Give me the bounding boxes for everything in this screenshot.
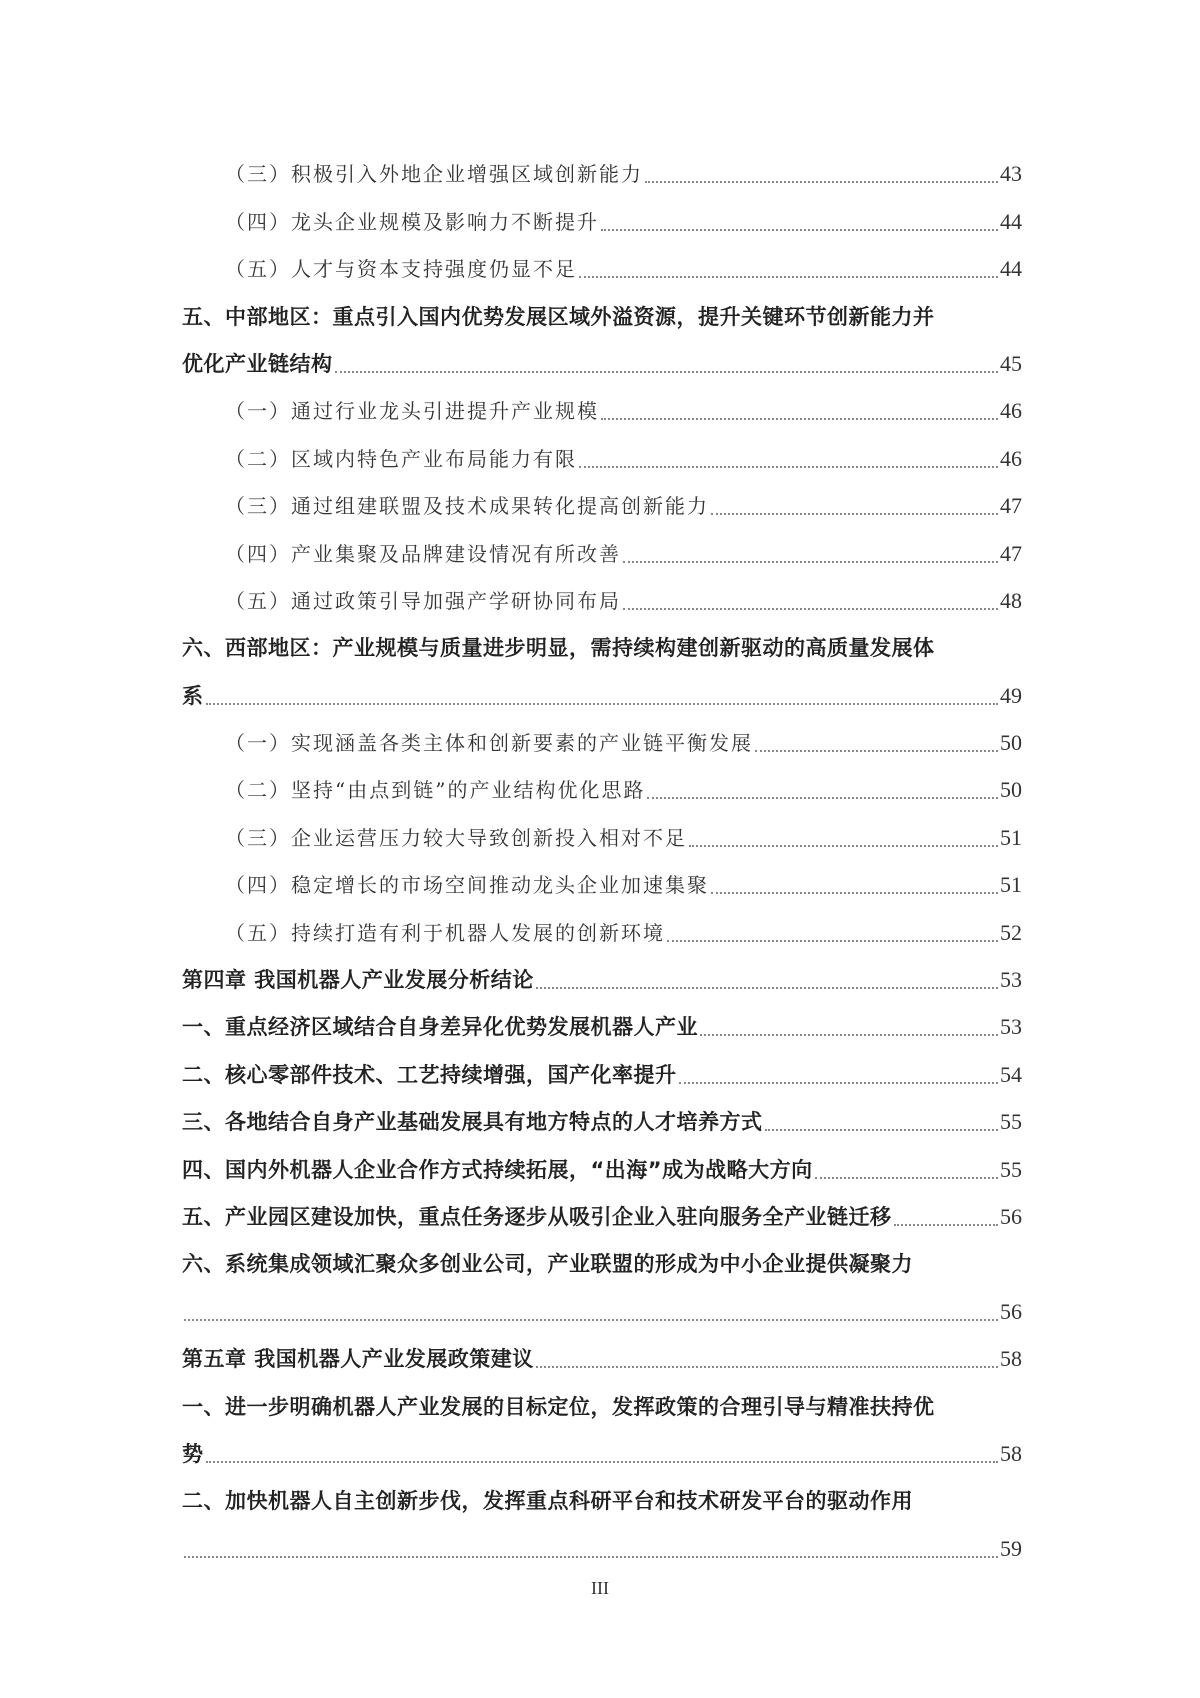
toc-entry-title: （四）龙头企业规模及影响力不断提升 — [225, 209, 599, 234]
toc-entry-title-line1[interactable] — [182, 288, 1022, 335]
toc-entry-page-number: 51 — [1000, 824, 1022, 850]
toc-entry[interactable] — [182, 857, 1022, 904]
toc-entry-title: 五、中部地区：重点引入国内优势发展区域外溢资源，提升关键环节创新能力并 — [182, 304, 935, 329]
toc-entry-title: （五）通过政策引导加强产学研协同布局 — [225, 588, 621, 613]
toc-entry[interactable] — [182, 952, 1022, 999]
dot-leader — [601, 229, 998, 231]
toc-entry[interactable] — [182, 1189, 1022, 1236]
dot-leader — [579, 276, 998, 278]
toc-entry-title: （三）企业运营压力较大导致创新投入相对不足 — [225, 825, 687, 850]
page-number: III — [591, 1578, 609, 1598]
toc-entry-page-number: 51 — [1000, 872, 1022, 898]
toc-entry[interactable] — [182, 809, 1022, 856]
dot-leader — [679, 1082, 999, 1084]
toc-entry-title: 二、核心零部件技术、工艺持续增强，国产化率提升 — [182, 1062, 677, 1087]
toc-entry-title: （二）坚持“由点到链”的产业结构优化思路 — [225, 778, 646, 803]
toc-entry[interactable] — [182, 573, 1022, 620]
toc-entry-page-number: 50 — [1000, 777, 1022, 803]
toc-entry-title: 一、进一步明确机器人产业发展的目标定位，发挥政策的合理引导与精准扶持优 — [182, 1394, 935, 1419]
table-of-contents — [182, 146, 1022, 1568]
dot-leader — [711, 892, 998, 894]
dot-leader — [755, 750, 998, 752]
toc-entry-title: 一、重点经济区域结合自身差异化优势发展机器人产业 — [182, 1015, 698, 1040]
dot-leader — [700, 1034, 998, 1036]
toc-entry-title: 四、国内外机器人企业合作方式持续拓展，“出海”成为战略大方向 — [182, 1157, 813, 1182]
toc-entry-page-number: 58 — [1000, 1440, 1022, 1466]
toc-entry-page-number: 59 — [1000, 1535, 1022, 1561]
dot-leader — [601, 418, 998, 420]
toc-entry-page-number: 46 — [1000, 398, 1022, 424]
toc-entry[interactable] — [182, 193, 1022, 240]
dot-leader — [206, 703, 999, 705]
toc-entry-title: 系 — [182, 683, 204, 708]
toc-entry-page-number: 47 — [1000, 493, 1022, 519]
toc-entry-page-number: 44 — [1000, 256, 1022, 282]
toc-entry[interactable] — [182, 1094, 1022, 1141]
toc-entry[interactable] — [182, 667, 1022, 714]
toc-entry-title: 势 — [182, 1441, 204, 1466]
toc-entry[interactable] — [182, 1141, 1022, 1188]
toc-entry-page-number: 56 — [1000, 1298, 1022, 1324]
dot-leader — [645, 181, 998, 183]
toc-entry-title: 六、系统集成领域汇聚众多创业公司，产业联盟的形成为中小企业提供凝聚力 — [182, 1252, 913, 1277]
toc-entry-title: （四）稳定增长的市场空间推动龙头企业加速集聚 — [225, 873, 709, 898]
dot-leader — [206, 1461, 999, 1463]
toc-entry-page-number: 49 — [1000, 682, 1022, 708]
toc-entry-title: （五）持续打造有利于机器人发展的创新环境 — [225, 920, 665, 945]
toc-entry-title: （二）区域内特色产业布局能力有限 — [225, 446, 577, 471]
toc-entry-page-number: 43 — [1000, 161, 1022, 187]
toc-entry[interactable] — [182, 1331, 1022, 1378]
toc-entry[interactable] — [182, 999, 1022, 1046]
dot-leader — [536, 987, 998, 989]
toc-entry-page-number: 46 — [1000, 445, 1022, 471]
toc-entry-title: 五、产业园区建设加快，重点任务逐步从吸引企业入驻向服务全产业链迁移 — [182, 1204, 892, 1229]
toc-entry[interactable] — [182, 146, 1022, 193]
toc-entry-page-number: 55 — [1000, 1109, 1022, 1135]
dot-leader — [623, 608, 998, 610]
dot-leader — [184, 1556, 998, 1558]
dot-leader — [647, 797, 998, 799]
toc-entry-title-line1[interactable] — [182, 620, 1022, 667]
toc-entry[interactable] — [182, 336, 1022, 383]
toc-entry-page-number: 58 — [1000, 1346, 1022, 1372]
toc-entry-page-number: 44 — [1000, 208, 1022, 234]
toc-entry[interactable] — [182, 430, 1022, 477]
toc-entry-title-line1[interactable] — [182, 1378, 1022, 1425]
toc-entry-title: 优化产业链结构 — [182, 351, 333, 376]
toc-entry-page-number: 47 — [1000, 540, 1022, 566]
toc-entry[interactable] — [182, 525, 1022, 572]
toc-entry-title: （三）积极引入外地企业增强区域创新能力 — [225, 162, 643, 187]
toc-entry-page-number: 56 — [1000, 1203, 1022, 1229]
toc-entry-page-number: 52 — [1000, 919, 1022, 945]
toc-entry-page-number: 50 — [1000, 730, 1022, 756]
toc-entry-title: 第四章 我国机器人产业发展分析结论 — [182, 968, 534, 993]
dot-leader — [765, 1129, 999, 1131]
toc-entry[interactable] — [182, 1520, 1022, 1567]
dot-leader — [536, 1366, 998, 1368]
toc-entry-title-line1[interactable] — [182, 1236, 1022, 1283]
toc-entry[interactable] — [182, 1426, 1022, 1473]
toc-entry-page-number: 55 — [1000, 1156, 1022, 1182]
dot-leader — [335, 371, 999, 373]
toc-entry-page-number: 54 — [1000, 1061, 1022, 1087]
toc-entry-title: 三、各地结合自身产业基础发展具有地方特点的人才培养方式 — [182, 1110, 763, 1135]
toc-entry[interactable] — [182, 383, 1022, 430]
dot-leader — [184, 1319, 998, 1321]
toc-entry-page-number: 48 — [1000, 587, 1022, 613]
dot-leader — [623, 561, 998, 563]
toc-entry-title-line1[interactable] — [182, 1473, 1022, 1520]
toc-entry[interactable] — [182, 762, 1022, 809]
toc-entry[interactable] — [182, 715, 1022, 762]
toc-entry-title: 第五章 我国机器人产业发展政策建议 — [182, 1347, 534, 1372]
toc-entry-title: （一）实现涵盖各类主体和创新要素的产业链平衡发展 — [225, 731, 753, 756]
toc-entry[interactable] — [182, 478, 1022, 525]
dot-leader — [711, 513, 998, 515]
toc-entry[interactable] — [182, 904, 1022, 951]
toc-entry[interactable] — [182, 1283, 1022, 1330]
dot-leader — [689, 845, 998, 847]
toc-entry-page-number: 45 — [1000, 350, 1022, 376]
dot-leader — [815, 1177, 998, 1179]
dot-leader — [894, 1224, 999, 1226]
toc-entry-title: （三）通过组建联盟及技术成果转化提高创新能力 — [225, 494, 709, 519]
toc-entry-page-number: 53 — [1000, 967, 1022, 993]
toc-entry-page-number: 53 — [1000, 1014, 1022, 1040]
toc-entry[interactable] — [182, 241, 1022, 288]
toc-entry-title: （一）通过行业龙头引进提升产业规模 — [225, 399, 599, 424]
toc-entry-title: 六、西部地区：产业规模与质量进步明显，需持续构建创新驱动的高质量发展体 — [182, 636, 935, 661]
dot-leader — [579, 466, 998, 468]
toc-entry-title: 二、加快机器人自主创新步伐，发挥重点科研平台和技术研发平台的驱动作用 — [182, 1489, 913, 1514]
toc-entry-title: （四）产业集聚及品牌建设情况有所改善 — [225, 541, 621, 566]
toc-entry[interactable] — [182, 1046, 1022, 1093]
toc-entry-title: （五）人才与资本支持强度仍显不足 — [225, 257, 577, 282]
dot-leader — [667, 940, 998, 942]
